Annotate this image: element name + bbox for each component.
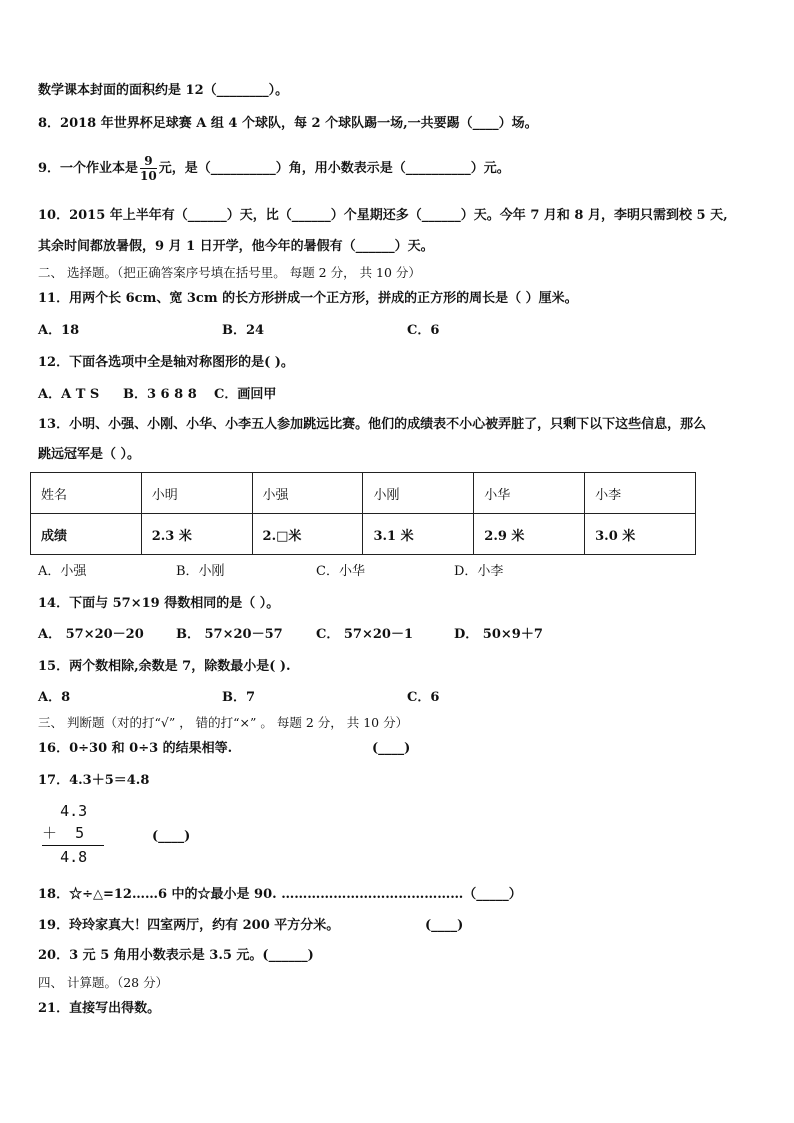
q14-option-a: A． 57×20－20 [38,627,144,642]
q12-option-c: C．画回甲 [214,387,277,402]
table-cell: 2.9 米 [474,514,585,555]
q15-option-a: A．8 [38,690,71,705]
q14-option-c: C． 57×20－1 [316,627,413,642]
question-14: 14．下面与 57×19 得数相同的是（ ）。 [38,596,280,611]
q7-tail: 数学课本封面的面积约是 12（________）。 [38,83,289,98]
score-table [30,472,696,555]
section-4-heading: 四、 计算题。（28 分） [38,975,169,990]
section-3-heading: 三、 判断题（对的打“√” ， 错的打“×” 。 每题 2 分， 共 10 分） [38,715,409,730]
table-cell: 2.3 米 [141,514,252,555]
table-cell: 小强 [252,473,363,514]
vertical-top [42,800,104,822]
q11-option-b: B．24 [222,323,265,338]
q14-option-b: B． 57×20－57 [176,627,283,642]
vertical-result: 4.8 [60,848,88,866]
q13-option-b: B．小刚 [176,564,225,579]
q15-option-b: B．7 [222,690,256,705]
question-9 [38,152,510,186]
q19-answer-blank: (____) [425,918,464,933]
table-cell: 小刚 [363,473,474,514]
question-11: 11．用两个长 6cm、宽 3cm 的长方形拼成一个正方形，拼成的正方形的周长是（ ）厘米。 [38,291,578,306]
plus-sign: ＋ [42,824,58,842]
question-18: 18．☆÷△=12……6 中的☆最小是 90. ……………………………………（_____） [38,887,522,902]
q10-line1: 10．2015 年上半年有（______）天，比（______）个星期还多（______）天。今年 7 月和 8 月，李明只需到校 5 天, [38,208,728,223]
q11-option-c: C．6 [407,323,440,338]
table-row-scores [31,514,696,555]
q13-option-c: C．小华 [316,564,365,579]
table-cell: 2.□米 [252,514,363,555]
q13-option-d: D．小李 [454,564,504,579]
q16-answer-blank: (____) [372,741,411,756]
q9-suffix: 元，是（__________）角，用小数表示是（__________）元。 [158,161,510,176]
q13-line1: 13．小明、小强、小刚、小华、小李五人参加跳远比赛。他们的成绩表不小心被弄脏了，只剩下以下这些信息，那么 [38,417,707,432]
question-8: 8．2018 年世界杯足球赛 A 组 4 个球队，每 2 个球队踢一场,一共要踢（____）场。 [38,116,538,131]
vertical-addend-row [42,822,104,844]
q11-option-a: A．18 [38,323,80,338]
q13-option-a: A．小强 [38,564,87,579]
q9-prefix: 9．一个作业本是 [38,161,139,176]
question-21: 21．直接写出得数。 [38,1001,161,1016]
vertical-top-number: 4.3 [60,802,88,820]
q9-denominator: 10 [140,169,157,183]
q12-option-a: A．A T S [38,387,100,402]
table-cell: 3.0 米 [585,514,696,555]
section-2-heading: 二、 选择题。（把正确答案序号填在括号里。 每题 2 分， 共 10 分） [38,265,421,280]
table-row-header [31,473,696,514]
table-cell: 小明 [141,473,252,514]
table-cell: 小华 [474,473,585,514]
question-20: 20．3 元 5 角用小数表示是 3.5 元。(______) [38,948,314,963]
q17-vertical-calc [42,800,104,868]
vertical-result-row [42,846,104,868]
table-cell: 姓名 [31,473,142,514]
q14-option-d: D． 50×9＋7 [454,627,543,642]
q17-answer-blank: (____) [152,829,191,844]
question-19: 19．玲玲家真大！四室两厅，约有 200 平方分米。 [38,918,340,933]
table-cell: 3.1 米 [363,514,474,555]
q9-numerator: 9 [140,154,157,169]
q12-option-b: B．3 6 8 8 [123,387,197,402]
vertical-addend: 5 [75,824,85,842]
question-16: 16．0÷30 和 0÷3 的结果相等. [38,741,233,756]
table-cell: 小李 [585,473,696,514]
q9-fraction [140,154,157,183]
question-17: 17．4.3＋5＝4.8 [38,773,150,788]
question-12: 12．下面各选项中全是轴对称图形的是( )。 [38,355,294,370]
question-15: 15．两个数相除,余数是 7，除数最小是( ). [38,659,291,674]
q10-line2: 其余时间都放暑假，9 月 1 日开学，他今年的暑假有（______）天。 [38,239,434,254]
q15-option-c: C．6 [407,690,440,705]
q13-line2: 跳远冠军是（ ）。 [38,447,141,462]
table-cell: 成绩 [31,514,142,555]
